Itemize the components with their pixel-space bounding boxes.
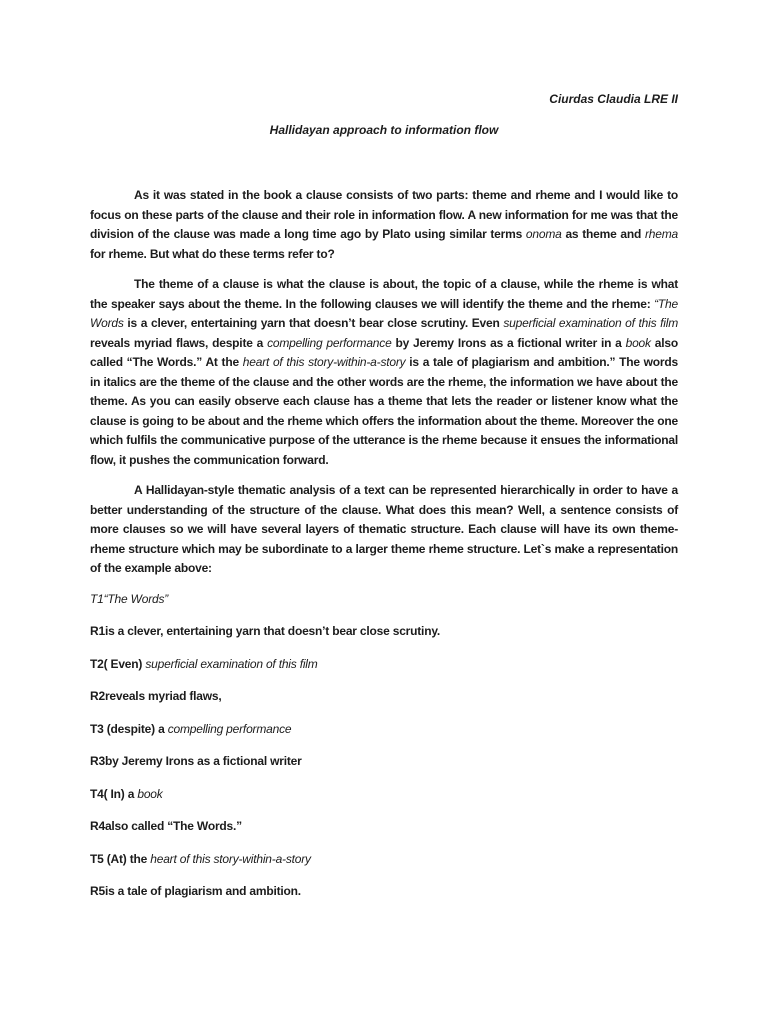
analysis-line <box>90 720 678 753</box>
analysis-list <box>90 590 678 915</box>
paragraph-italic-text: onoma <box>525 227 562 241</box>
analysis-line <box>90 752 678 785</box>
paragraph-text: A Hallidayan-style thematic analysis of a text can be represented hierarchically in order to have a better understanding of the structure of the clause. What does this mean? Well, a sentence consists of more clauses so we will have several layers of thematic structure. Each clause will have its own theme-rheme structure which may be subordinate to a larger theme rheme structure. Let`s make a representation of the example above: <box>90 483 678 575</box>
analysis-line <box>90 882 678 915</box>
paragraph-text: also called “The Words.” At the <box>90 335 678 369</box>
analysis-line <box>90 622 678 655</box>
paragraph-text: As it was stated in the book a clause consists of two parts: theme and rheme and I would like to focus on these parts of the clause and their role in information flow. A new information for me was that the division of the clause was made a long time ago by Plato using similar terms <box>90 188 678 241</box>
paragraph-italic-text: book <box>625 335 651 350</box>
paragraph-italic-text: “The Words <box>90 296 678 330</box>
paragraph-italic-text: superficial examination of this film <box>503 316 678 330</box>
paragraph <box>90 481 678 579</box>
analysis-plain-text: T3 (despite) a <box>90 721 168 736</box>
paragraph-text: The theme of a clause is what the clause is about, the topic of a clause, while the rheme is what the speaker says about the theme. In the following clauses we will identify the theme and the rheme: <box>90 277 678 311</box>
analysis-plain-text: T5 (At) the <box>90 851 151 866</box>
analysis-plain-text: T4( In) a <box>90 786 138 801</box>
analysis-line <box>90 655 678 688</box>
analysis-italic-text: book <box>137 786 163 801</box>
analysis-italic-text: heart of this story-within-a-story <box>150 851 311 866</box>
analysis-plain-text: R5is a tale of plagiarism and ambition. <box>90 884 301 898</box>
analysis-italic-text: compelling performance <box>167 721 292 736</box>
analysis-plain-text: R3by Jeremy Irons as a fictional writer <box>90 754 302 768</box>
paragraph <box>90 275 678 470</box>
paragraph-text: is a tale of plagiarism and ambition.” The words in italics are the theme of the clause and the other words are the rheme, the information we have about the theme. As you can easily observe each clause has a theme that lets the reader or listener know what the clause is going to be about and the rheme which offers the information about the theme. Moreover the one which fulfils the communicative purpose of the utterance is the rheme because it ensues the informational flow, it pushes the communication forward. <box>90 355 678 467</box>
author-line: Ciurdas Claudia LRE II <box>549 92 678 106</box>
analysis-line <box>90 687 678 720</box>
analysis-line <box>90 817 678 850</box>
paragraph-text: is a clever, entertaining yarn that doesn’t bear close scrutiny. Even <box>123 316 504 330</box>
analysis-italic-text: superficial examination of this film <box>145 656 318 671</box>
analysis-line <box>90 850 678 883</box>
paragraph-text: by Jeremy Irons as a fictional writer in a <box>391 335 626 350</box>
analysis-plain-text: R1is a clever, entertaining yarn that doesn’t bear close scrutiny. <box>90 624 441 638</box>
analysis-plain-text: R2reveals myriad flaws, <box>90 689 222 703</box>
paragraph-text: for rheme. But what do these terms refer to? <box>90 246 335 261</box>
paragraph-text: reveals myriad flaws, despite a <box>90 335 268 350</box>
analysis-plain-text: R4also called “The Words.” <box>90 819 242 833</box>
paragraph-text: as theme and <box>561 227 645 241</box>
paragraph <box>90 186 678 264</box>
document-body <box>90 186 678 915</box>
document-title: Hallidayan approach to information flow <box>269 123 499 137</box>
analysis-italic-text: T1“The Words” <box>90 591 169 606</box>
analysis-line <box>90 785 678 818</box>
analysis-line <box>90 590 678 623</box>
paragraph-italic-text: compelling performance <box>267 335 392 350</box>
paragraph-italic-text: heart of this story-within-a-story <box>242 355 406 369</box>
analysis-plain-text: T2( Even) <box>90 656 146 671</box>
paragraph-italic-text: rhema <box>644 227 678 241</box>
